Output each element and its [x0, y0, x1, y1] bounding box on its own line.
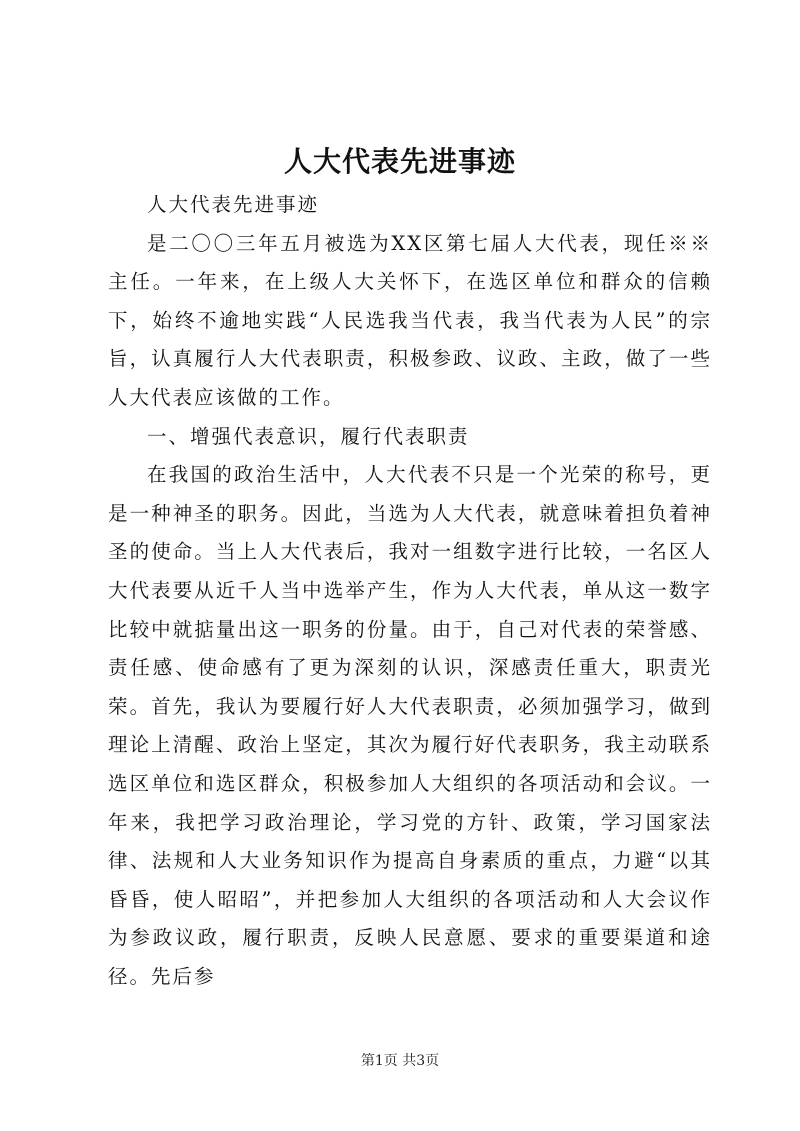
paragraph-body: 在我国的政治生活中，人大代表不只是一个光荣的称号，更是一种神圣的职务。因此，当选为人大代表，就意味着担负着神圣的使命。当上人大代表后，我对一组数字进行比较，一名区人大代表要从近千人当中选举产生，作为人大代表，单从这一数字比较中就掂量出这一职务的份量。由于，自己对代表的荣誉感、责任感、使命感有了更为深刻的认识，深感责任重大，职责光荣。首先，我认为要履行好人大代表职责，必须加强学习，做到理论上清醒、政治上坚定，其次为履行好代表职务，我主动联系选区单位和选区群众，积极参加人大组织的各项活动和会议。一年来，我把学习政治理论，学习党的方针、政策，学习国家法律、法规和人大业务知识作为提高自身素质的重点，力避“以其昏昏，使人昭昭”，并把参加人大组织的各项活动和人大会议作为参政议政，履行职责，反映人民意愿、要求的重要渠道和途径。先后参: [108, 463, 712, 988]
section-heading: 一、增强代表意识，履行代表职责: [147, 424, 470, 448]
paragraph-intro: 是二〇〇三年五月被选为XX区第七届人大代表，现任※※主任。一年来，在上级人大关怀下，在选区单位和群众的信赖下，始终不逾地实践“人民选我当代表，我当代表为人民”的宗旨，认真履行人大代表职责，积极参政、议政、主政，做了一些人大代表应该做的工作。: [108, 231, 712, 409]
document-title: 人大代表先进事迹: [283, 145, 516, 178]
page-footer: 第1页 共3页: [360, 1053, 440, 1069]
paragraph-subtitle: 人大代表先进事迹: [147, 193, 320, 216]
document-body: [108, 186, 712, 996]
